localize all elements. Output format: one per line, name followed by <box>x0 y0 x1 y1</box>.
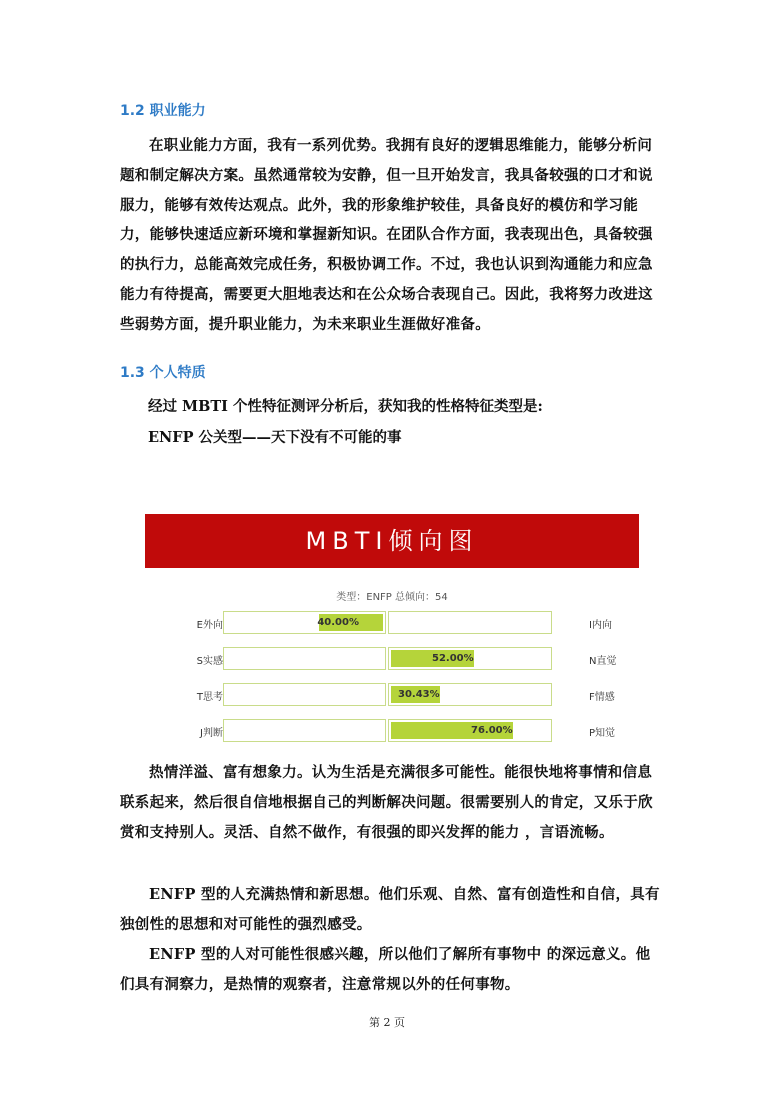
bar-box-left <box>223 647 386 670</box>
page-number: 第 2 页 <box>369 1016 405 1029</box>
bar-box-right <box>388 611 552 634</box>
trait-paragraph-2: ENFP 型的人充满热情和新思想。他们乐观、自然、富有创造性和自信，具有独创性的思想和对可能性的强烈感受。 <box>120 886 660 933</box>
pair-right-label: N直觉 <box>589 656 617 667</box>
trait-paragraph-1: 热情洋溢、富有想象力。认为生活是充满很多可能性。能很快地将事情和信息联系起来，然后很自信地根据自己的判断解决问题。很需要别人的肯定，又乐于欣赏和支持别人。灵活、自然不做作，有很强的即兴发挥的能力 ，言语流畅。 <box>120 764 653 841</box>
bar-box-right <box>388 647 552 670</box>
bar-box-left <box>223 611 386 634</box>
section-heading-traits: 1.3 个人特质 <box>120 365 206 381</box>
bar-box-left <box>223 683 386 706</box>
pair-left-label: E外向 <box>196 620 223 631</box>
career-paragraph: 在职业能力方面，我有一系列优势。我拥有良好的逻辑思维能力，能够分析问题和制定解决方案。虽然通常较为安静，但一旦开始发言，我具备较强的口才和说服力，能够有效传达观点。此外，我的形象维护较佳，具备良好的模仿和学习能力，能够快速适应新环境和掌握新知识。在团队合作方面，我表现出色，具备较强的执行力，总能高效完成任务，积极协调工作。不过，我也认识到沟通能力和应急能力有待提高，需要更大胆地表达和在公众场合表现自己。因此，我将努力改进这些弱势方面，提升职业能力，为未来职业生涯做好准备。 <box>120 137 653 333</box>
bar-box-left <box>223 719 386 742</box>
mbti-chart <box>145 514 639 750</box>
pair-left-label: S实感 <box>196 656 223 667</box>
mbti-type-line: ENFP 公关型——天下没有不可能的事 <box>148 429 402 446</box>
bar-value-label: 76.00% <box>471 725 513 736</box>
bar-value-label: 52.00% <box>432 653 474 664</box>
bar-value-label: 30.43% <box>398 689 440 700</box>
bar-box-right <box>388 683 552 706</box>
pair-right-label: F情感 <box>589 692 615 703</box>
section-heading-career: 1.2 职业能力 <box>120 103 206 119</box>
pair-right-label: I内向 <box>589 620 612 631</box>
chart-title: MBTI倾向图 <box>305 527 479 555</box>
pair-left-label: T思考 <box>196 692 223 703</box>
bar-value-label: 40.00% <box>317 617 359 628</box>
chart-subtitle: 类型：ENFP 总倾向：54 <box>336 592 448 603</box>
pair-right-label: P知觉 <box>589 728 616 739</box>
mbti-intro: 经过 MBTI 个性特征测评分析后，获知我的性格特征类型是: <box>148 398 543 415</box>
trait-paragraph-3: ENFP 型的人对可能性很感兴趣，所以他们了解所有事物中 的深远意义。他们具有洞察力，是热情的观察者，注意常规以外的任何事物。 <box>120 946 651 993</box>
bar-box-right <box>388 719 552 742</box>
pair-left-label: J判断 <box>200 728 223 739</box>
